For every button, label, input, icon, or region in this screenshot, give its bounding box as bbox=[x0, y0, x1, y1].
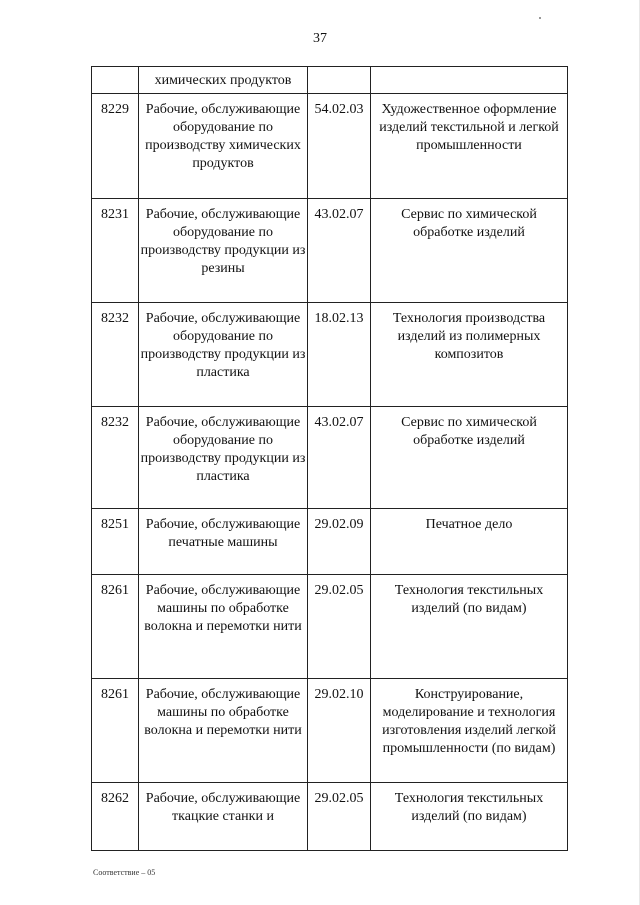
specialty-name-cell: Сервис по химической обработке изделий bbox=[371, 407, 568, 509]
table-row bbox=[92, 94, 568, 199]
specialty-code-cell: 29.02.05 bbox=[308, 575, 371, 679]
specialty-code-cell: 29.02.09 bbox=[308, 509, 371, 575]
specialty-name-cell: Технология текстильных изделий (по видам) bbox=[371, 575, 568, 679]
specialty-name-cell: Сервис по химической обработке изделий bbox=[371, 199, 568, 303]
code-cell: 8232 bbox=[92, 407, 139, 509]
table-row bbox=[92, 303, 568, 407]
profession-cell: Рабочие, обслуживающие оборудование по производству продукции из пластика bbox=[139, 407, 308, 509]
code-cell: 8229 bbox=[92, 94, 139, 199]
table-row bbox=[92, 67, 568, 94]
profession-cell: Рабочие, обслуживающие печатные машины bbox=[139, 509, 308, 575]
page-number: 37 bbox=[313, 31, 327, 46]
profession-cell: Рабочие, обслуживающие оборудование по производству химических продуктов bbox=[139, 94, 308, 199]
code-cell bbox=[92, 67, 139, 94]
professions-table bbox=[91, 66, 568, 851]
profession-cell: Рабочие, обслуживающие машины по обработке волокна и перемотки нити bbox=[139, 575, 308, 679]
specialty-code-cell: 29.02.10 bbox=[308, 679, 371, 783]
specialty-name-cell: Художественное оформление изделий текстильной и легкой промышленности bbox=[371, 94, 568, 199]
specialty-name-cell bbox=[371, 67, 568, 94]
specialty-name-cell: Конструирование, моделирование и технология изготовления изделий легкой промышленности (по видам) bbox=[371, 679, 568, 783]
table-row bbox=[92, 199, 568, 303]
profession-cell: Рабочие, обслуживающие ткацкие станки и bbox=[139, 783, 308, 851]
code-cell: 8231 bbox=[92, 199, 139, 303]
profession-cell: Рабочие, обслуживающие машины по обработке волокна и перемотки нити bbox=[139, 679, 308, 783]
code-cell: 8262 bbox=[92, 783, 139, 851]
scan-speck bbox=[539, 17, 541, 19]
specialty-code-cell: 43.02.07 bbox=[308, 407, 371, 509]
specialty-code-cell: 43.02.07 bbox=[308, 199, 371, 303]
specialty-code-cell bbox=[308, 67, 371, 94]
specialty-code-cell: 18.02.13 bbox=[308, 303, 371, 407]
table-row bbox=[92, 407, 568, 509]
table-row bbox=[92, 509, 568, 575]
table-row bbox=[92, 679, 568, 783]
table-row bbox=[92, 783, 568, 851]
specialty-name-cell: Печатное дело bbox=[371, 509, 568, 575]
code-cell: 8251 bbox=[92, 509, 139, 575]
footer-note: Соответствие – 05 bbox=[93, 868, 156, 877]
profession-cell: химических продуктов bbox=[139, 67, 308, 94]
specialty-name-cell: Технология производства изделий из полимерных композитов bbox=[371, 303, 568, 407]
profession-cell: Рабочие, обслуживающие оборудование по производству продукции из пластика bbox=[139, 303, 308, 407]
code-cell: 8261 bbox=[92, 575, 139, 679]
table-row bbox=[92, 575, 568, 679]
specialty-code-cell: 54.02.03 bbox=[308, 94, 371, 199]
specialty-name-cell: Технология текстильных изделий (по видам) bbox=[371, 783, 568, 851]
code-cell: 8232 bbox=[92, 303, 139, 407]
specialty-code-cell: 29.02.05 bbox=[308, 783, 371, 851]
profession-cell: Рабочие, обслуживающие оборудование по производству продукции из резины bbox=[139, 199, 308, 303]
code-cell: 8261 bbox=[92, 679, 139, 783]
